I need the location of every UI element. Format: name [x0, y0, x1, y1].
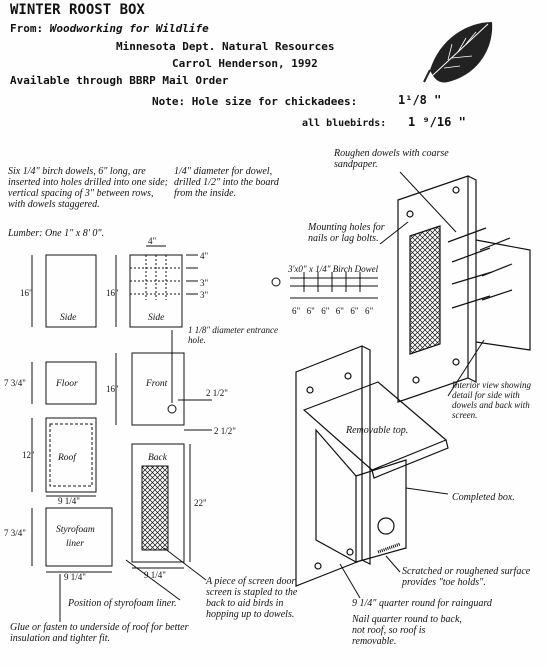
bluebird-note: all bluebirds: [302, 118, 387, 129]
dim-roof-width: 9 1/4" [58, 496, 80, 506]
lumber-note: Lumber: One 1" x 8' 0". [8, 228, 105, 239]
chickadee-size: 1¹/8 " [398, 93, 442, 107]
removable-top-note: Removable top. [346, 425, 409, 436]
completed-box-drawing [296, 346, 448, 586]
interior-view [398, 176, 530, 402]
dim-floor-height: 7 3/4" [4, 378, 26, 388]
dowel-length-label: 6" [306, 306, 315, 316]
entrance-hole-note: 1 1/8" diameter entrance hole. [188, 325, 279, 345]
dim-spacing-2: 3" [200, 290, 209, 300]
dim-liner-height: 7 3/4" [4, 528, 26, 538]
plan-title: WINTER ROOST BOX [10, 2, 145, 18]
bluebird-size: 1 ⁹/16 " [408, 115, 466, 129]
completed-box-note: Completed box. [452, 492, 515, 503]
dowel-diameter-note: 1/4" diameter for dowel, drilled 1/2" into the board from the inside. [174, 166, 279, 199]
dim-front-height: 16" [106, 384, 119, 394]
front-label: Front [146, 379, 168, 389]
dim-side-height: 16" [20, 288, 33, 298]
mounting-note: Mounting holes for nails or lag bolts. [308, 222, 385, 244]
dim-liner-width: 9 1/4" [64, 572, 86, 582]
dowel-length-label: 6" [365, 306, 374, 316]
dowel-length-label: 6" [335, 306, 344, 316]
dowel-length-dims [292, 306, 374, 316]
dim-hole-bottom: 2 1/2" [214, 426, 236, 436]
nail-note: Nail quarter round to back, not roof, so roof is removable. [352, 614, 462, 647]
styrofoam-liner [46, 508, 112, 566]
dim-side2-height: 16" [106, 288, 119, 298]
from-source: Woodworking for Wildlife [49, 22, 209, 35]
interior-view-note: Interior view showing detail for side with dowels and back with screen. [452, 380, 531, 420]
side-label: Side [60, 313, 77, 323]
rainguard-note: 9 1/4" quarter round for rainguard [352, 598, 492, 609]
back-label: Back [148, 453, 167, 463]
dowel-length-label: 6" [292, 306, 301, 316]
dim-spacing-1: 3" [200, 278, 209, 288]
dowel-length-label: 6" [321, 306, 330, 316]
styrofoam-position-note: Position of styrofoam liner. [68, 598, 177, 609]
side-label-2: Side [148, 313, 165, 323]
floor-label: Floor [56, 379, 78, 389]
screen-note: A piece of screen door screen is stapled to the back to aid birds in hopping up to dowels. [206, 576, 298, 620]
author: Carrol Henderson, 1992 [172, 57, 318, 70]
roughen-note: Roughen dowels with coarse sandpaper. [334, 148, 449, 170]
organization: Minnesota Dept. Natural Resources [116, 40, 335, 53]
front-panel [132, 353, 184, 425]
glue-note: Glue or fasten to underside of roof for better insulation and tighter fit. [10, 622, 189, 644]
dim-back-width: 9 1/4" [144, 570, 166, 580]
dowel-length-label: 6" [350, 306, 359, 316]
birch-dowel-label: 3'x0" x 1/4" Birch Dowel [288, 264, 379, 274]
roof-label: Roof [58, 453, 76, 463]
chickadee-note: Note: Hole size for chickadees: [152, 95, 358, 108]
dim-roof-height: 12" [22, 450, 35, 460]
dim-hole-offset: 2 1/2" [206, 388, 228, 398]
dowels-note: Six 1/4" birch dowels, 6" long, are inserted into holes drilled into one side; vertical spacing of 3" between rows, with dowels staggered. [8, 166, 168, 210]
toe-holds-note: Scratched or roughened surface provides "toe holds". [402, 566, 531, 588]
from-label: From: [10, 22, 44, 35]
availability: Available through BBRP Mail Order [10, 74, 229, 87]
liner-label: liner [66, 539, 84, 549]
dim-back-height: 22" [194, 498, 207, 508]
dim-side-right: 4" [200, 251, 209, 261]
dim-side-top: 4" [148, 236, 157, 246]
styrofoam-label: Styrofoam [56, 525, 95, 535]
